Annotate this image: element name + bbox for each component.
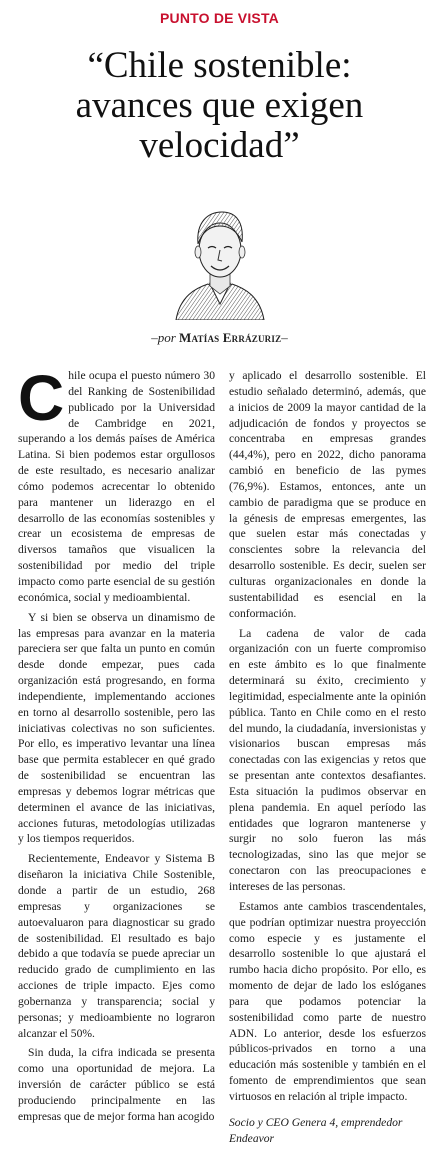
article-paragraph: Estamos ante cambios trascendentales, que podrían optimizar nuestra proyección como especie y es justamente el desarrollo sostenible lo que ajustará el rumbo hacia dicho propósito. Por ello, es momento de dejar de lado los eslóganes para que podamos potenciar la sostenibilidad como parte de nuestro ADN. Lo anterior, desde los esfuerzos públicos-privados en torno a una educación más sostenible y también en el fomento de emprendimientos que sean virtuosos en relación al triple impacto.: [229, 899, 426, 1103]
byline-prefix: por: [157, 330, 176, 345]
article-column-2: [229, 368, 426, 1151]
headline: [0, 46, 439, 166]
byline-author: Matías Errázuriz: [179, 330, 282, 345]
article-paragraph: y aplicado el desarrollo sostenible. El estudio señalado determinó, además, que a inicios de 2009 la mayor cantidad de la adjudicación de fondos y proyectos se concentraba en empresas grandes (44,4%), pero en 2022, dicho panorama cambió en beneficio de las pymes (76,9%). Estamos, entonces, ante un cambio de paradigma que se produce en la génesis de empresas emergentes, las que suelen estar más conectadas y conscientes sobre la relevancia del desarrollo sostenible. Es decir, suelen ser culturas organizacionales en donde la sustentabilidad es esencial en la conformación.: [229, 369, 426, 620]
article-paragraph: Sin duda, la cifra indicada se presenta como una oportunidad de mejora. La inversión de carácter público se está produciendo principalmente en las empresas que de mejor forma han acogido: [18, 1046, 215, 1123]
article-paragraph: La cadena de valor de cada organización con un fuerte compromiso en este ámbito es lo que finalmente determinará su éxito, crecimiento y legitimidad, especialmente ante la opinión pública. Tanto en Chile como en el resto del mundo, la ciudadanía, inversionistas y visionarios buscan empresas más conectadas con las exigencias y retos que se presentan ante contextos desafiantes. Esta situación la pudimos observar en plena pandemia. En aquel período las entidades que lograron mantenerse y surgir no solo fueron las más tecnologizadas, sino las que mejor se conectaron con las preocupaciones e intereses de las personas.: [229, 626, 426, 893]
article-column-1: [18, 362, 215, 1129]
drop-cap: C: [18, 362, 65, 434]
article-paragraph: Recientemente, Endeavor y Sistema B diseñaron la iniciativa Chile Sostenible, donde a partir de un estudio, 268 empresas y organizaciones se autoevaluaron para diagnosticar su grado de sostenibilidad. El resultado es bajo debido a que todavía se puede apreciar un reducido grado de cumplimiento en las acciones de triple impacto. Ejes como gobernanza y transparencia; social y personas; y medioambiente no lograron alcanzar el 50%.: [18, 852, 215, 1040]
headline-line: “Chile sostenible:: [87, 45, 352, 86]
byline: –por Matías Errázuriz–: [151, 330, 288, 345]
headline-line: avances que exigen: [75, 85, 364, 126]
section-label: PUNTO DE VISTA: [160, 10, 279, 26]
headline-line: velocidad”: [139, 125, 300, 166]
article-paragraph: Y si bien se observa un dinamismo de las empresas para avanzar en la materia pareciera ser que falta un punto en común desde donde empezar, pues cada organización está progresando, en forma independiente, implementando acciones en torno al desarrollo sostenible, pero las iniciativas colectivas no son suficientes. Por ello, es imperativo levantar una línea base que permita establecer en qué grado de sostenibilidad se encuentran las empresas y debemos lograr métricas que determinen el avance de las iniciativas, acciones futuras, metodologías utilizadas y los tiempos requeridos.: [18, 610, 215, 846]
author-signature: Socio y CEO Genera 4, emprendedor Endeavor: [229, 1115, 403, 1145]
author-portrait: [172, 192, 268, 320]
article-paragraph: Chile ocupa el puesto número 30 del Ranking de Sostenibilidad publicado por la Universidad de Cambridge en 2021, superando a los demás países de América Latina. Si bien podemos estar orgullosos de este resultado, es necesario analizar cómo podemos acrecentar lo obtenido para mantener un liderazgo en el desarrollo de las economías sostenibles y crear un ecosistema de empresas de diversos tamaños que visualicen la sostenibilidad por medio del triple impacto como parte esencial de su gestión económica, social y medioambiental.: [18, 362, 215, 604]
